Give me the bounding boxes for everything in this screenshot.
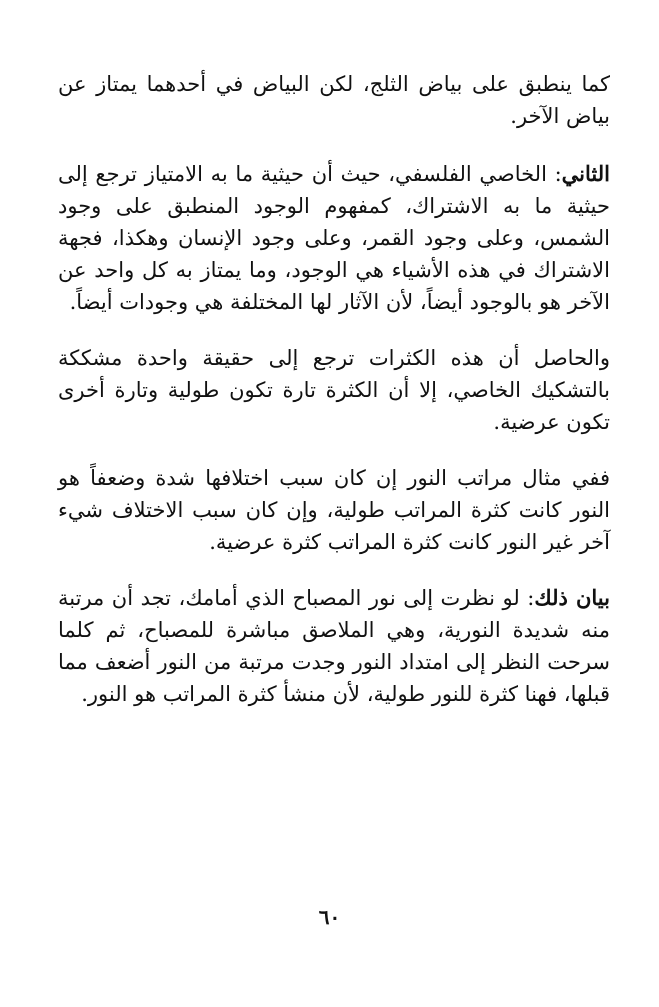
paragraph-5-heading: بيان ذلك: [534, 585, 610, 610]
paragraph-3-text: والحاصل أن هذه الكثرات ترجع إلى حقيقة واحدة مشككة بالتشكيك الخاصي، إلا أن الكثرة تارة تكون طولية وتارة أخرى تكون عرضية.: [58, 346, 610, 434]
page-body: [58, 68, 610, 734]
paragraph-1: [58, 68, 610, 132]
paragraph-4-text: ففي مثال مراتب النور إن كان سبب اختلافها شدة وضعفاً هو النور كانت كثرة المراتب طولية، وإن كان سبب الاختلاف شيء آخر غير النور كانت كثرة المراتب كثرة عرضية.: [58, 466, 610, 554]
paragraph-2: [58, 158, 610, 318]
paragraph-5-text: : لو نظرت إلى نور المصباح الذي أمامك، تجد أن مرتبة منه شديدة النورية، وهي الملاصق مباشرة للمصباح، ثم كلما سرحت النظر إلى امتداد النور وجدت مرتبة من النور أضعف مما قبلها، فهنا كثرة للنور طولية، لأن منشأ كثرة المراتب هو النور.: [58, 586, 610, 706]
paragraph-5: [58, 582, 610, 710]
page-number: ٦٠: [318, 905, 341, 929]
paragraph-1-text: كما ينطبق على بياض الثلج، لكن البياض في أحدهما يمتاز عن بياض الآخر.: [58, 72, 610, 128]
paragraph-2-text: : الخاصي الفلسفي، حيث أن حيثية ما به الامتياز ترجع إلى حيثية ما به الاشتراك، كمفهوم الوجود المنطبق على وجود الشمس، وعلى وجود القمر، وعلى وجود الإنسان وهكذا، فجهة الاشتراك في هذه الأشياء هي الوجود، وما يمتاز به كل واحد عن الآخر هو بالوجود أيضاً، لأن الآثار لها المختلفة هي وجودات أيضاً.: [58, 162, 610, 314]
paragraph-4: [58, 462, 610, 558]
paragraph-2-heading: الثاني: [561, 161, 610, 186]
paragraph-3: [58, 342, 610, 438]
